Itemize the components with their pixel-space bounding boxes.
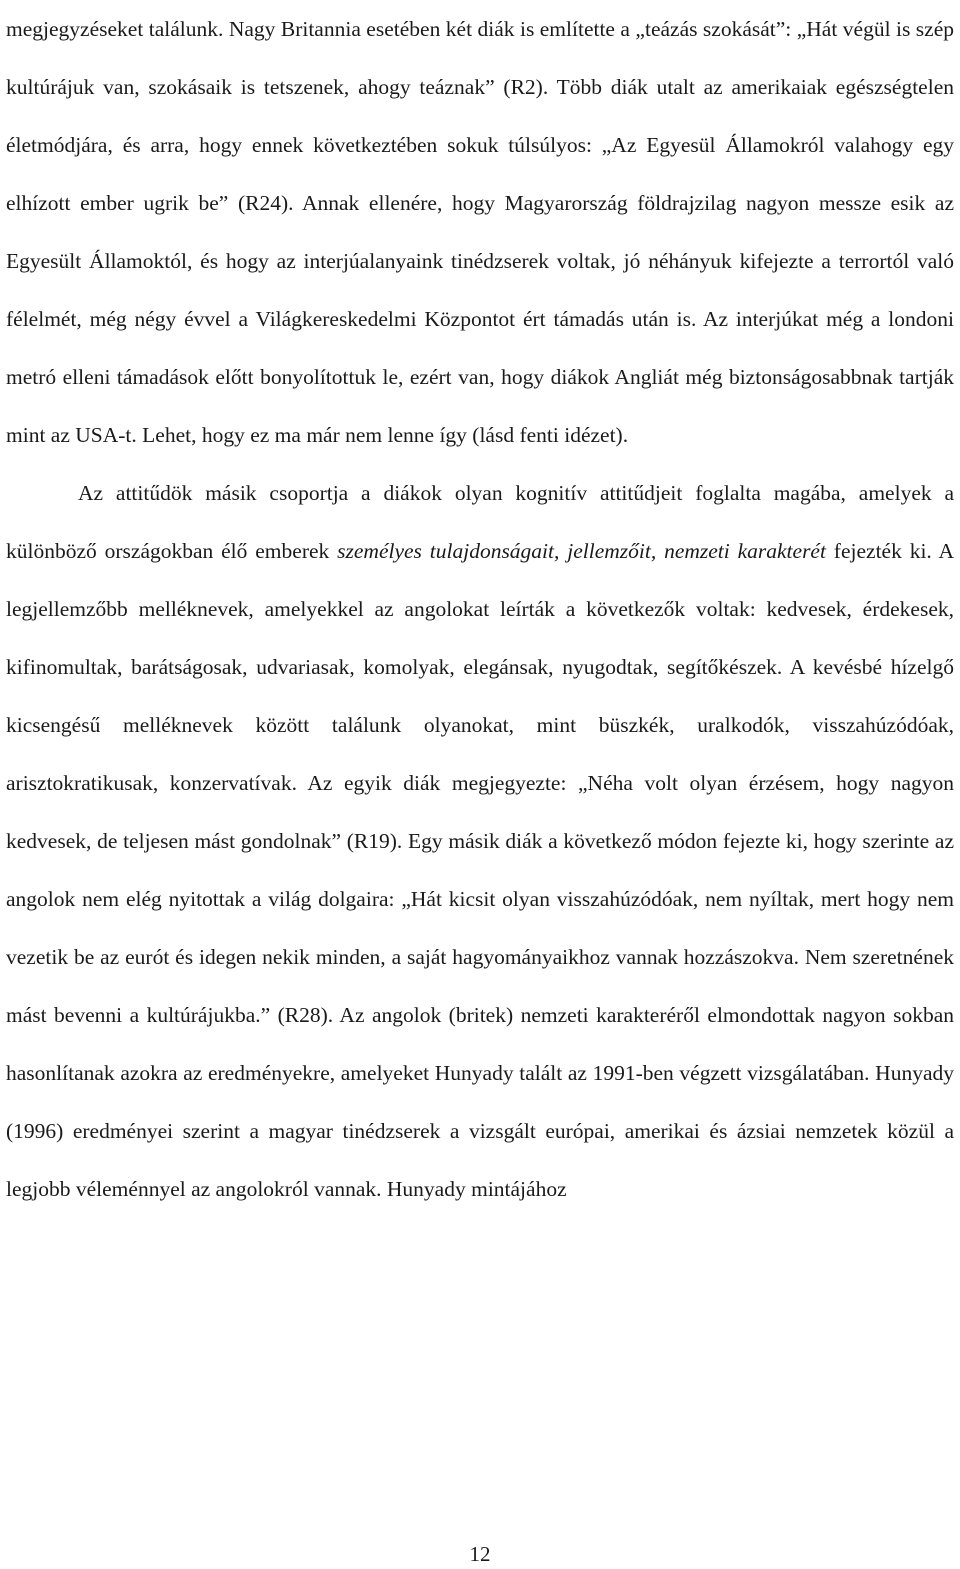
paragraph-1: megjegyzéseket találunk. Nagy Britannia esetében két diák is említette a „teázás szokását”: „Hát végül is szép kultúrájuk van, szokásaik is tetszenek, ahogy teáznak” (R2). Több diák utalt az amerikaiak egészségtelen életmódjára, és arra, hogy ennek következtében sokuk túlsúlyos: „Az Egyesül Államokról valahogy egy elhízott ember ugrik be” (R24). Annak ellenére, hogy Magyarország földrajzilag nagyon messze esik az Egyesült Államoktól, és hogy az interjúalanyaink tinédzserek voltak, jó néhányuk kifejezte a terrortól való félelmét, még négy évvel a Világkereskedelmi Központot ért támadás után is. Az interjúkat még a londoni metró elleni támadások előtt bonyolítottuk le, ezért van, hogy diákok Angliát még biztonságosabbnak tartják mint az USA-t. Lehet, hogy ez ma már nem lenne így (lásd fenti idézet). [6, 17, 954, 447]
document-body [6, 0, 954, 1218]
paragraph-2-text-start: Az attitűdök másik csoportja a diákok olyan kognitív attitűdjeit foglalta magába, amelyek a különböző országokban élő emberek [6, 481, 954, 563]
page-number: 12 [469, 1542, 491, 1566]
paragraph-2-text-end: fejezték ki. A legjellemzőbb melléknevek, amelyekkel az angolokat leírták a következők voltak: kedvesek, érdekesek, kifinomultak, barátságosak, udvariasak, komolyak, elegánsak, nyugodtak, segítőkészek. A kevésbé hízelgő kicsengésű melléknevek között találunk olyanokat, mint büszkék, uralkodók, visszahúzódóak, arisztokratikusak, konzervatívak. Az egyik diák megjegyezte: „Néha volt olyan érzésem, hogy nagyon kedvesek, de teljesen mást gondolnak” (R19). Egy másik diák a következő módon fejezte ki, hogy szerinte az angolok nem elég nyitottak a világ dolgaira: „Hát kicsit olyan visszahúzódóak, nem nyíltak, mert hogy nem vezetik be az eurót és idegen nekik minden, a saját hagyományaikhoz vannak hozzászokva. Nem szeretnének mást bevenni a kultúrájukba.” (R28). Az angolok (britek) nemzeti karakteréről elmondottak nagyon sokban hasonlítanak azokra az eredményekre, amelyeket Hunyady talált az 1991-ben végzett vizsgálatában. Hunyady (1996) eredményei szerint a magyar tinédzserek a vizsgált európai, amerikai és ázsiai nemzetek közül a legjobb véleménnyel az angolokról vannak. Hunyady mintájához [6, 539, 954, 1201]
paragraph-2-italic-phrase: személyes tulajdonságait, jellemzőit, nemzeti karakterét [337, 539, 826, 563]
paragraph-2 [6, 464, 954, 1218]
